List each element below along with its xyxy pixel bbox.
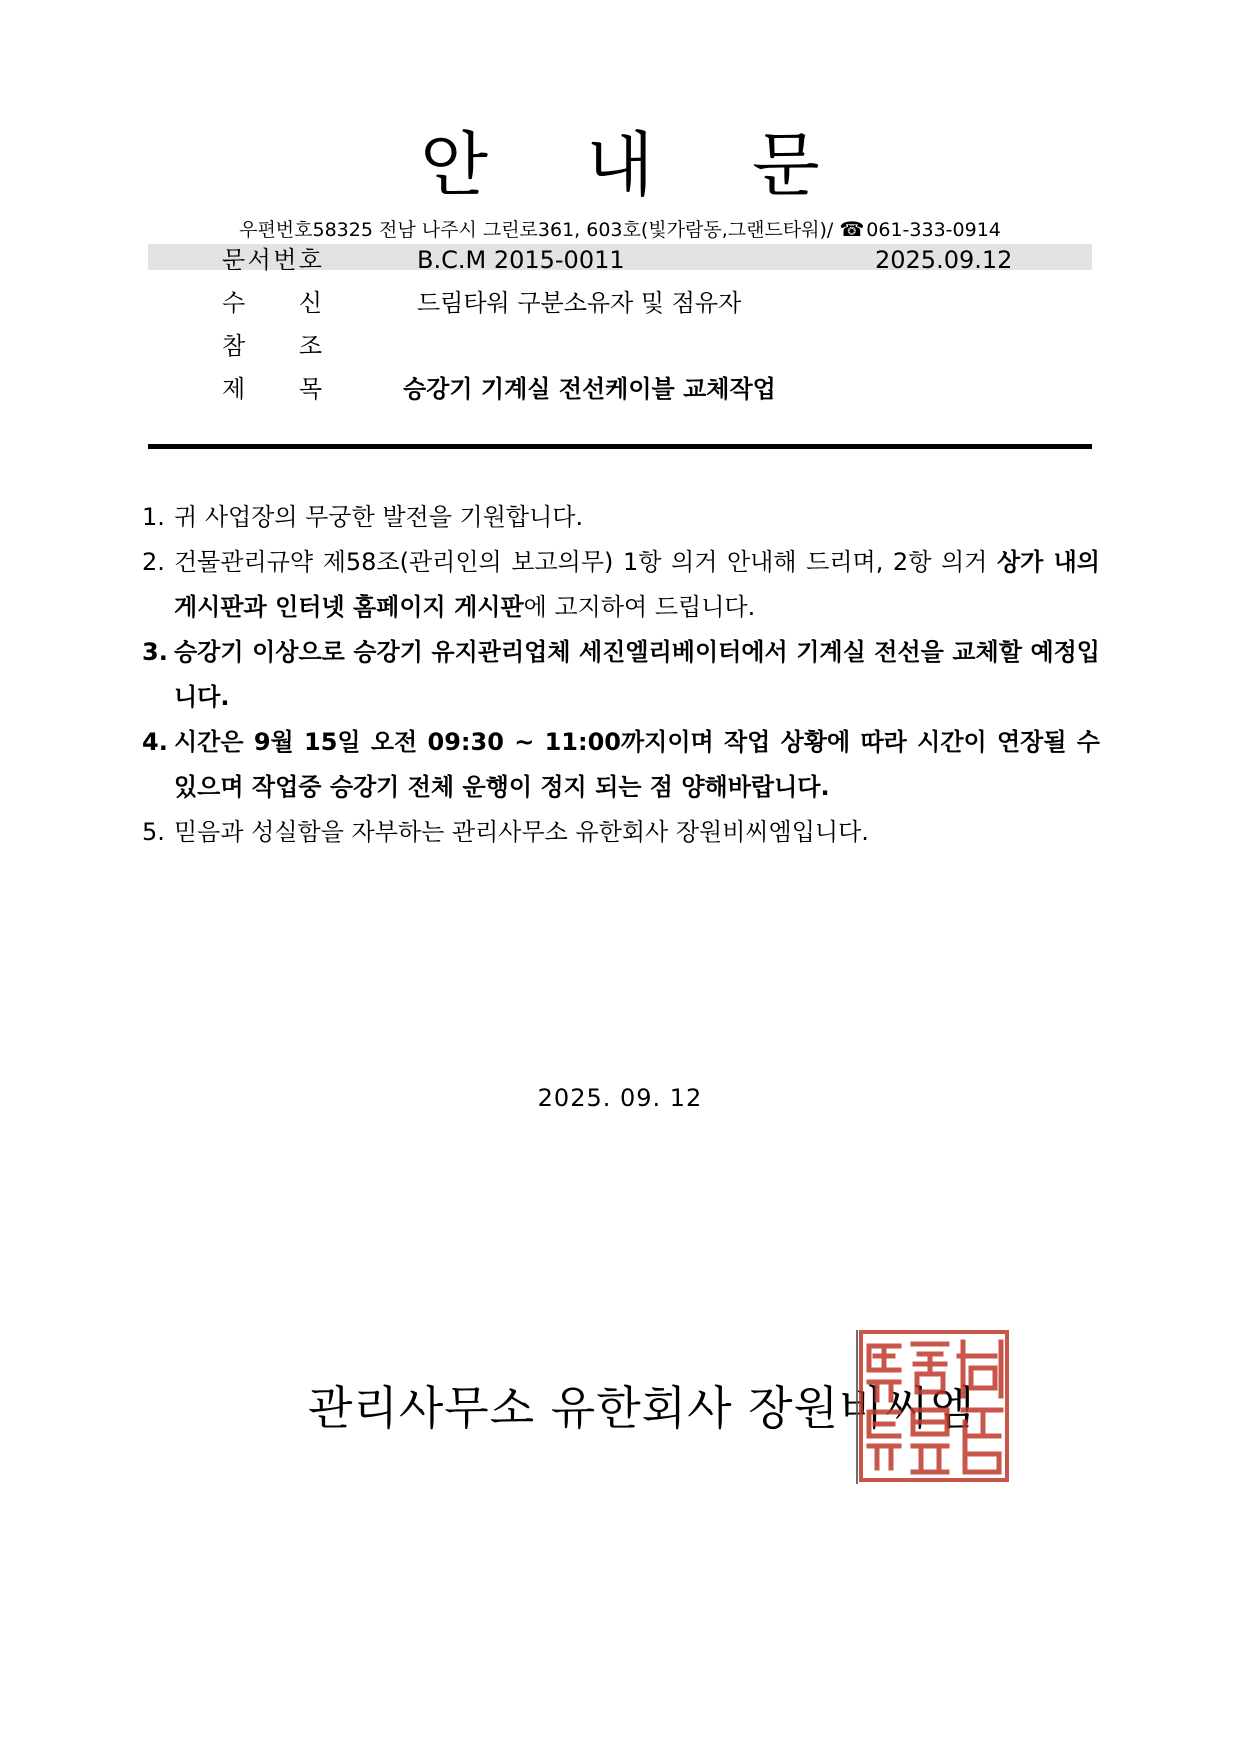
signing-date: 2025. 09. 12 (537, 1084, 703, 1112)
item-number: 2. (142, 548, 165, 576)
label-char: 번 (273, 246, 297, 274)
issuer-signature: 관리사무소 유한회사 장원비씨엠 (308, 1381, 976, 1435)
label-char: 문 (222, 246, 246, 274)
document-title: 안 내 문 (420, 124, 858, 206)
item-text: 믿음과 성실함을 자부하는 관리사무소 유한회사 장원비씨엠입니다. (174, 818, 869, 846)
label-char: 서 (247, 246, 271, 274)
item-number: 4. (142, 728, 168, 756)
list-item (140, 720, 1100, 810)
label-char: 호 (298, 246, 322, 274)
list-item (140, 630, 1100, 720)
doc-no-value: B.C.M 2015-0011 (417, 246, 625, 274)
label-char: 참 (222, 332, 246, 360)
address-line (0, 216, 1240, 243)
item-number: 1. (142, 503, 165, 531)
label-char: 조 (298, 332, 322, 360)
meta-row-reference (0, 328, 1240, 364)
doc-no-label (222, 242, 322, 278)
label-char: 수 (222, 289, 246, 317)
subject-label (222, 371, 322, 407)
phone-number: 061-333-0914 (866, 219, 1001, 241)
recipient-label (222, 285, 322, 321)
label-char: 목 (298, 375, 322, 403)
phone-icon: ☎ (839, 217, 865, 241)
subject-value: 승강기 기계실 전선케이블 교체작업 (403, 375, 776, 403)
item-text: 에 고지하여 드립니다. (523, 593, 756, 621)
meta-row-doc-no (0, 242, 1240, 278)
list-item (140, 810, 1100, 855)
item-text-bold: 상가 내의 게시판과 인터넷 홈페이지 게시판 (174, 548, 1100, 621)
header-divider (148, 444, 1092, 449)
meta-row-recipient (0, 285, 1240, 321)
item-text: 승강기 이상으로 승강기 유지관리업체 세진엘리베이터에서 기계실 전선을 교체할 예정입니다. (174, 638, 1100, 711)
recipient-value: 드림타워 구분소유자 및 점유자 (417, 289, 742, 317)
company-seal-stamp (855, 1326, 1013, 1486)
label-char: 제 (222, 375, 246, 403)
list-item (140, 540, 1100, 630)
meta-row-subject (0, 371, 1240, 407)
item-number: 5. (142, 818, 165, 846)
item-text: 건물관리규약 제58조(관리인의 보고의무) 1항 의거 안내해 드리며, 2항 의거 (174, 548, 997, 576)
item-text: 시간은 9월 15일 오전 09:30 ~ 11:00까지이며 작업 상황에 따라 시간이 연장될 수 있으며 작업중 승강기 전체 운행이 정지 되는 점 양해바랍니다. (174, 728, 1100, 801)
doc-date: 2025.09.12 (875, 246, 1013, 274)
reference-label (222, 328, 322, 364)
address-text: 우편번호58325 전남 나주시 그린로361, 603호(빛가람동,그랜드타워)/ (239, 219, 840, 241)
item-number: 3. (142, 638, 168, 666)
label-char: 신 (298, 289, 322, 317)
item-text: 귀 사업장의 무궁한 발전을 기원합니다. (174, 503, 584, 531)
list-item (140, 495, 1100, 540)
notice-body (140, 495, 1100, 855)
